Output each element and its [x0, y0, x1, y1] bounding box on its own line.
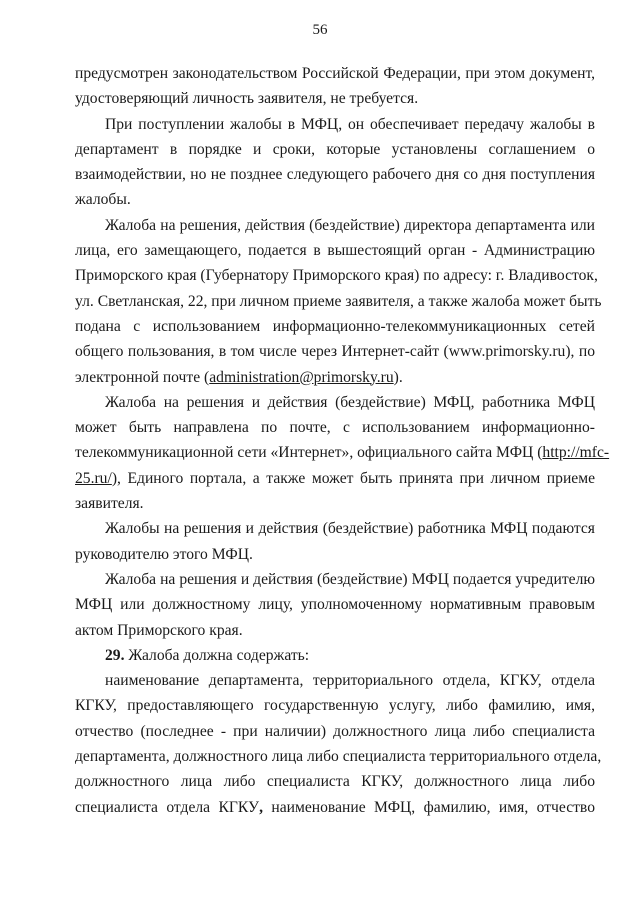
- paragraph: [75, 61, 595, 112]
- document-body: [75, 61, 610, 820]
- paragraph: [75, 213, 602, 390]
- text-line: [75, 466, 595, 491]
- text-fragment: ,: [259, 798, 263, 816]
- text-line: Жалобы на решения и действия (бездействие) работника МФЦ подаются: [105, 520, 595, 538]
- text-fragment: телекоммуникационной сети «Интернет», официального сайта МФЦ (: [75, 444, 543, 462]
- page-number: 56: [312, 22, 328, 38]
- paragraph: [75, 516, 595, 567]
- text-fragment: специалиста отдела КГКУ: [75, 798, 260, 816]
- text-line: подана с использованием информационно-телекоммуникационных сетей: [75, 317, 595, 335]
- email-link[interactable]: administration@primorsky.ru: [209, 368, 394, 386]
- text-fragment: Жалоба должна содержать:: [124, 646, 310, 664]
- text-line: наименование департамента, территориального отдела, КГКУ, отдела: [105, 672, 595, 690]
- text-line: [75, 643, 595, 668]
- text-line: МФЦ или должностному лицу, уполномоченному нормативным правовым: [75, 596, 595, 614]
- text-line: руководителю этого МФЦ.: [75, 545, 253, 563]
- text-line: [75, 795, 595, 820]
- section-number: 29.: [105, 646, 125, 664]
- text-line: может быть направлена по почте, с использованием информационно-: [75, 419, 595, 437]
- text-line: ул. Светланская, 22, при личном приеме заявителя, а также жалоба может быть: [75, 292, 602, 310]
- text-fragment: ).: [393, 368, 403, 386]
- text-line: При поступлении жалобы в МФЦ, он обеспечивает передачу жалобы в: [105, 115, 595, 133]
- text-line: КГКУ, предоставляющего государственную услугу, либо фамилию, имя,: [75, 697, 595, 715]
- text-line: заявителя.: [75, 495, 144, 513]
- text-line: взаимодействии, но не позднее следующего рабочего дня со дня поступления: [75, 166, 595, 184]
- text-line: Жалоба на решения и действия (бездействие) МФЦ, работника МФЦ: [105, 393, 595, 411]
- mfc-url-link[interactable]: http://mfc-: [542, 444, 610, 462]
- text-line: общего пользования, в том числе через Интернет-сайт (www.primorsky.ru), по: [75, 343, 595, 361]
- paragraph: [75, 112, 595, 213]
- paragraph: [75, 390, 610, 516]
- text-line: Жалоба на решения, действия (бездействие) директора департамента или: [105, 216, 595, 234]
- text-line: удостоверяющий личность заявителя, не требуется.: [75, 90, 419, 108]
- text-line: отчество (последнее - при наличии) должностного лица либо специалиста: [75, 722, 595, 740]
- mfc-url-link[interactable]: 25.ru/: [75, 469, 112, 487]
- text-fragment: ), Единого портала, а также может быть принята при личном приеме: [111, 469, 595, 487]
- text-line: лица, его замещающего, подается в вышестоящий орган - Администрацию: [75, 242, 595, 260]
- text-line: актом Приморского края.: [75, 621, 243, 639]
- text-line: департамент в порядке и сроки, которые установлены соглашением о: [75, 140, 595, 158]
- text-line: Приморского края (Губернатору Приморского края) по адресу: г. Владивосток,: [75, 267, 598, 285]
- text-fragment: наименование МФЦ, фамилию, имя, отчество: [262, 798, 595, 816]
- paragraph: [75, 567, 595, 643]
- text-fragment: электронной почте (: [75, 368, 210, 386]
- text-line: жалобы.: [75, 191, 131, 209]
- text-line: департамента, должностного лица либо специалиста территориального отдела,: [75, 748, 602, 766]
- text-line: [75, 440, 610, 465]
- text-line: [75, 365, 595, 390]
- text-line: предусмотрен законодательством Российской Федерации, при этом документ,: [75, 65, 595, 82]
- text-line: должностного лица либо специалиста КГКУ, должностного лица либо: [75, 773, 595, 791]
- paragraph: [75, 643, 595, 668]
- text-line: Жалоба на решения и действия (бездействие) МФЦ подается учредителю: [105, 570, 595, 588]
- paragraph: [75, 668, 602, 820]
